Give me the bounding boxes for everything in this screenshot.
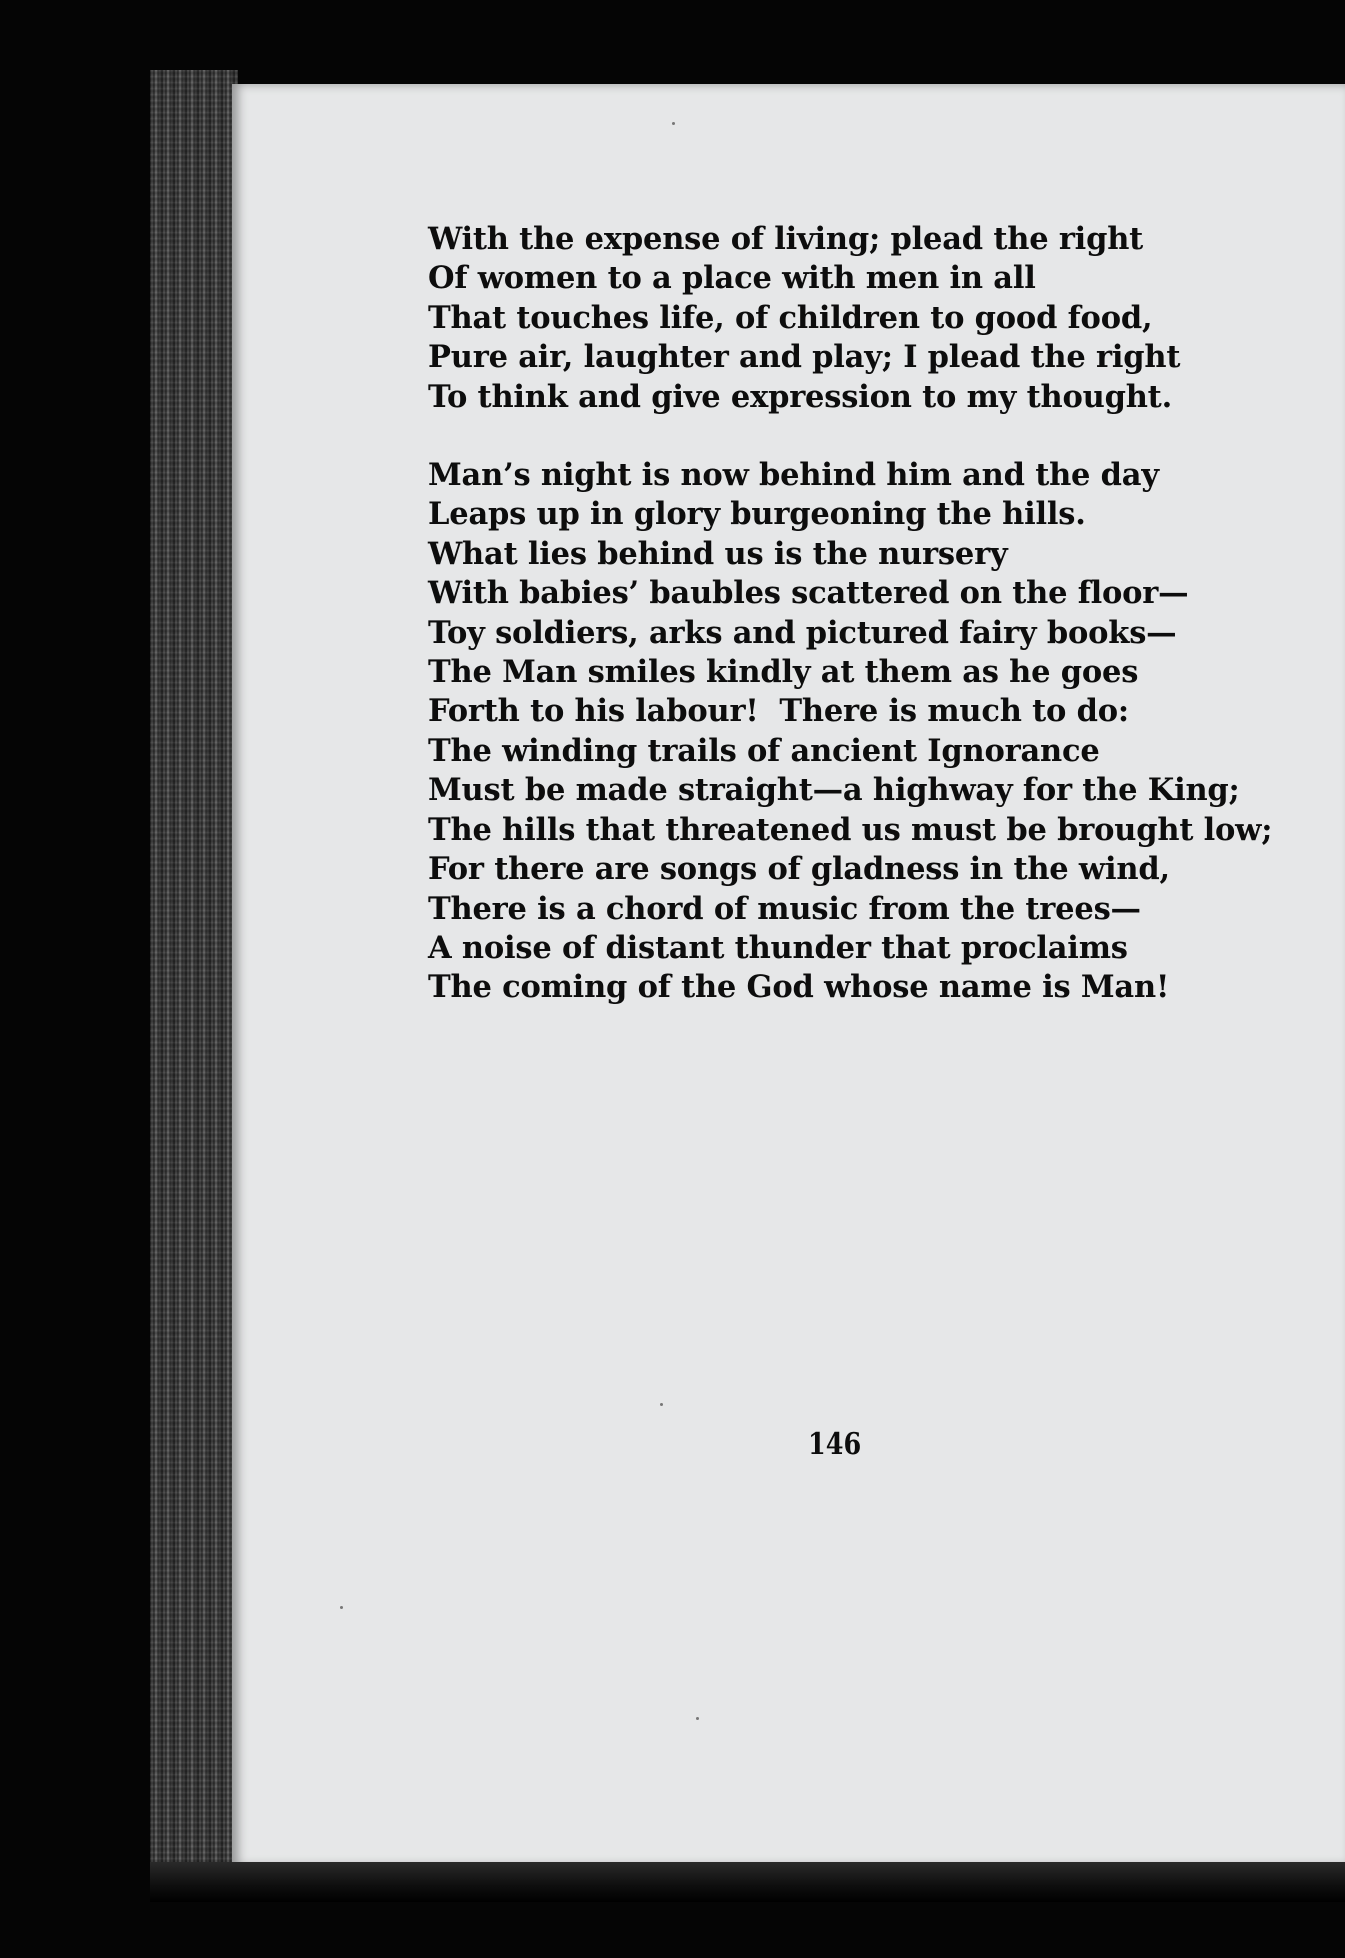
poem-line: There is a chord of music from the trees— bbox=[428, 890, 1141, 927]
poem-text bbox=[428, 220, 1278, 1008]
poem-line: Must be made straight—a highway for the King; bbox=[428, 772, 1240, 809]
poem-line: What lies behind us is the nursery bbox=[428, 535, 1008, 572]
poem-line: Toy soldiers, arks and pictured fairy books— bbox=[428, 614, 1177, 651]
poem-stanza bbox=[428, 456, 1278, 1008]
poem-line: The hills that threatened us must be brought low; bbox=[428, 811, 1273, 848]
paper-speck bbox=[660, 1403, 663, 1406]
poem-line: Of women to a place with men in all bbox=[428, 260, 1036, 297]
paper-speck bbox=[696, 1717, 699, 1720]
poem-line: Man’s night is now behind him and the day bbox=[428, 457, 1159, 494]
poem-line: Leaps up in glory burgeoning the hills. bbox=[428, 496, 1086, 533]
page-number: 146 bbox=[808, 1427, 862, 1462]
poem-stanza bbox=[428, 220, 1278, 417]
book-page-edge bbox=[150, 70, 238, 1870]
paper-speck bbox=[340, 1606, 343, 1609]
poem-line: Pure air, laughter and play; I plead the right bbox=[428, 339, 1181, 376]
poem-line: Forth to his labour! There is much to do: bbox=[428, 693, 1129, 730]
poem-line: For there are songs of gladness in the wind, bbox=[428, 851, 1170, 888]
poem-line: The Man smiles kindly at them as he goes bbox=[428, 654, 1139, 691]
paper-speck bbox=[672, 122, 675, 125]
poem-line: With the expense of living; plead the right bbox=[428, 221, 1144, 257]
poem-line: The winding trails of ancient Ignorance bbox=[428, 732, 1100, 769]
poem-line: A noise of distant thunder that proclaims bbox=[428, 929, 1128, 966]
book-bottom-edge bbox=[150, 1862, 1345, 1902]
poem-line: That touches life, of children to good food, bbox=[428, 299, 1153, 336]
poem-line: The coming of the God whose name is Man! bbox=[428, 969, 1170, 1006]
poem-line: With babies’ baubles scattered on the floor— bbox=[428, 575, 1189, 612]
poem-line: To think and give expression to my thought. bbox=[428, 378, 1172, 415]
